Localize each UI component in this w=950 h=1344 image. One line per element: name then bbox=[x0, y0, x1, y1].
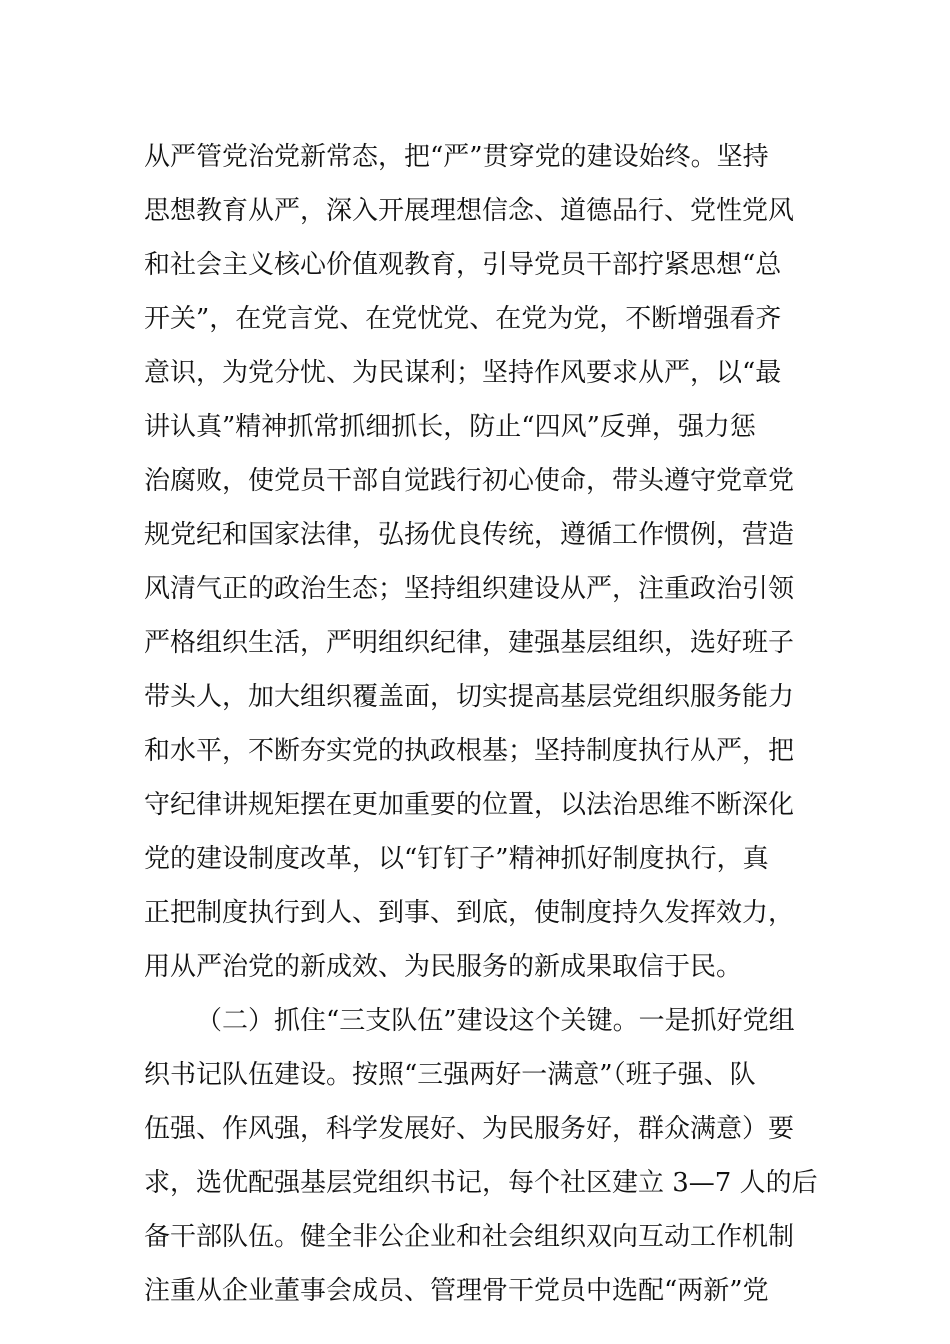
text-line: 和水平，不断夯实党的执政根基；坚持制度执行从严，把 bbox=[144, 736, 795, 766]
text-line: 用从严治党的新成效、为民服务的新成果取信于民。 bbox=[144, 952, 743, 982]
text-line: 风清气正的政治生态；坚持组织建设从严，注重政治引领 bbox=[144, 574, 795, 604]
text-line: 规党纪和国家法律，弘扬优良传统，遵循工作惯例，营造 bbox=[144, 520, 795, 550]
section-heading-line: （二）抓住“三支队伍”建设这个关键。一是抓好党组 bbox=[196, 1006, 795, 1036]
text-line: 正把制度执行到人、到事、到底，使制度持久发挥效力， bbox=[144, 898, 795, 928]
text-line: 治腐败，使党员干部自觉践行初心使命，带头遵守党章党 bbox=[144, 466, 795, 496]
text-line: 注重从企业董事会成员、管理骨干党员中选配“两新”党 bbox=[144, 1276, 769, 1306]
text-line: 思想教育从严，深入开展理想信念、道德品行、党性党风 bbox=[144, 196, 795, 226]
text-line: 守纪律讲规矩摆在更加重要的位置，以法治思维不断深化 bbox=[144, 790, 795, 820]
text-line: 和社会主义核心价值观教育，引导党员干部拧紧思想“总 bbox=[144, 250, 782, 280]
text-line: 党的建设制度改革，以“钉钉子”精神抓好制度执行，真 bbox=[144, 844, 769, 874]
text-line: 意识，为党分忧、为民谋利；坚持作风要求从严，以“最 bbox=[144, 358, 782, 388]
text-line: 开关”，在党言党、在党忧党、在党为党，不断增强看齐 bbox=[144, 304, 782, 334]
text-line: 求，选优配强基层党组织书记，每个社区建立 3—7 人的后 bbox=[144, 1168, 818, 1198]
text-line: 从严管党治党新常态，把“严”贯穿党的建设始终。坚持 bbox=[144, 142, 769, 172]
text-line: 备干部队伍。健全非公企业和社会组织双向互动工作机制 bbox=[144, 1222, 795, 1252]
text-line: 讲认真”精神抓常抓细抓长，防止“四风”反弹，强力惩 bbox=[144, 412, 756, 442]
text-line: 织书记队伍建设。按照“三强两好一满意”（班子强、队 bbox=[144, 1060, 756, 1090]
body-text bbox=[144, 130, 818, 1318]
text-line: 伍强、作风强，科学发展好、为民服务好，群众满意）要 bbox=[144, 1114, 795, 1144]
text-line: 严格组织生活，严明组织纪律，建强基层组织，选好班子 bbox=[144, 628, 795, 658]
text-line: 带头人，加大组织覆盖面，切实提高基层党组织服务能力 bbox=[144, 682, 795, 712]
